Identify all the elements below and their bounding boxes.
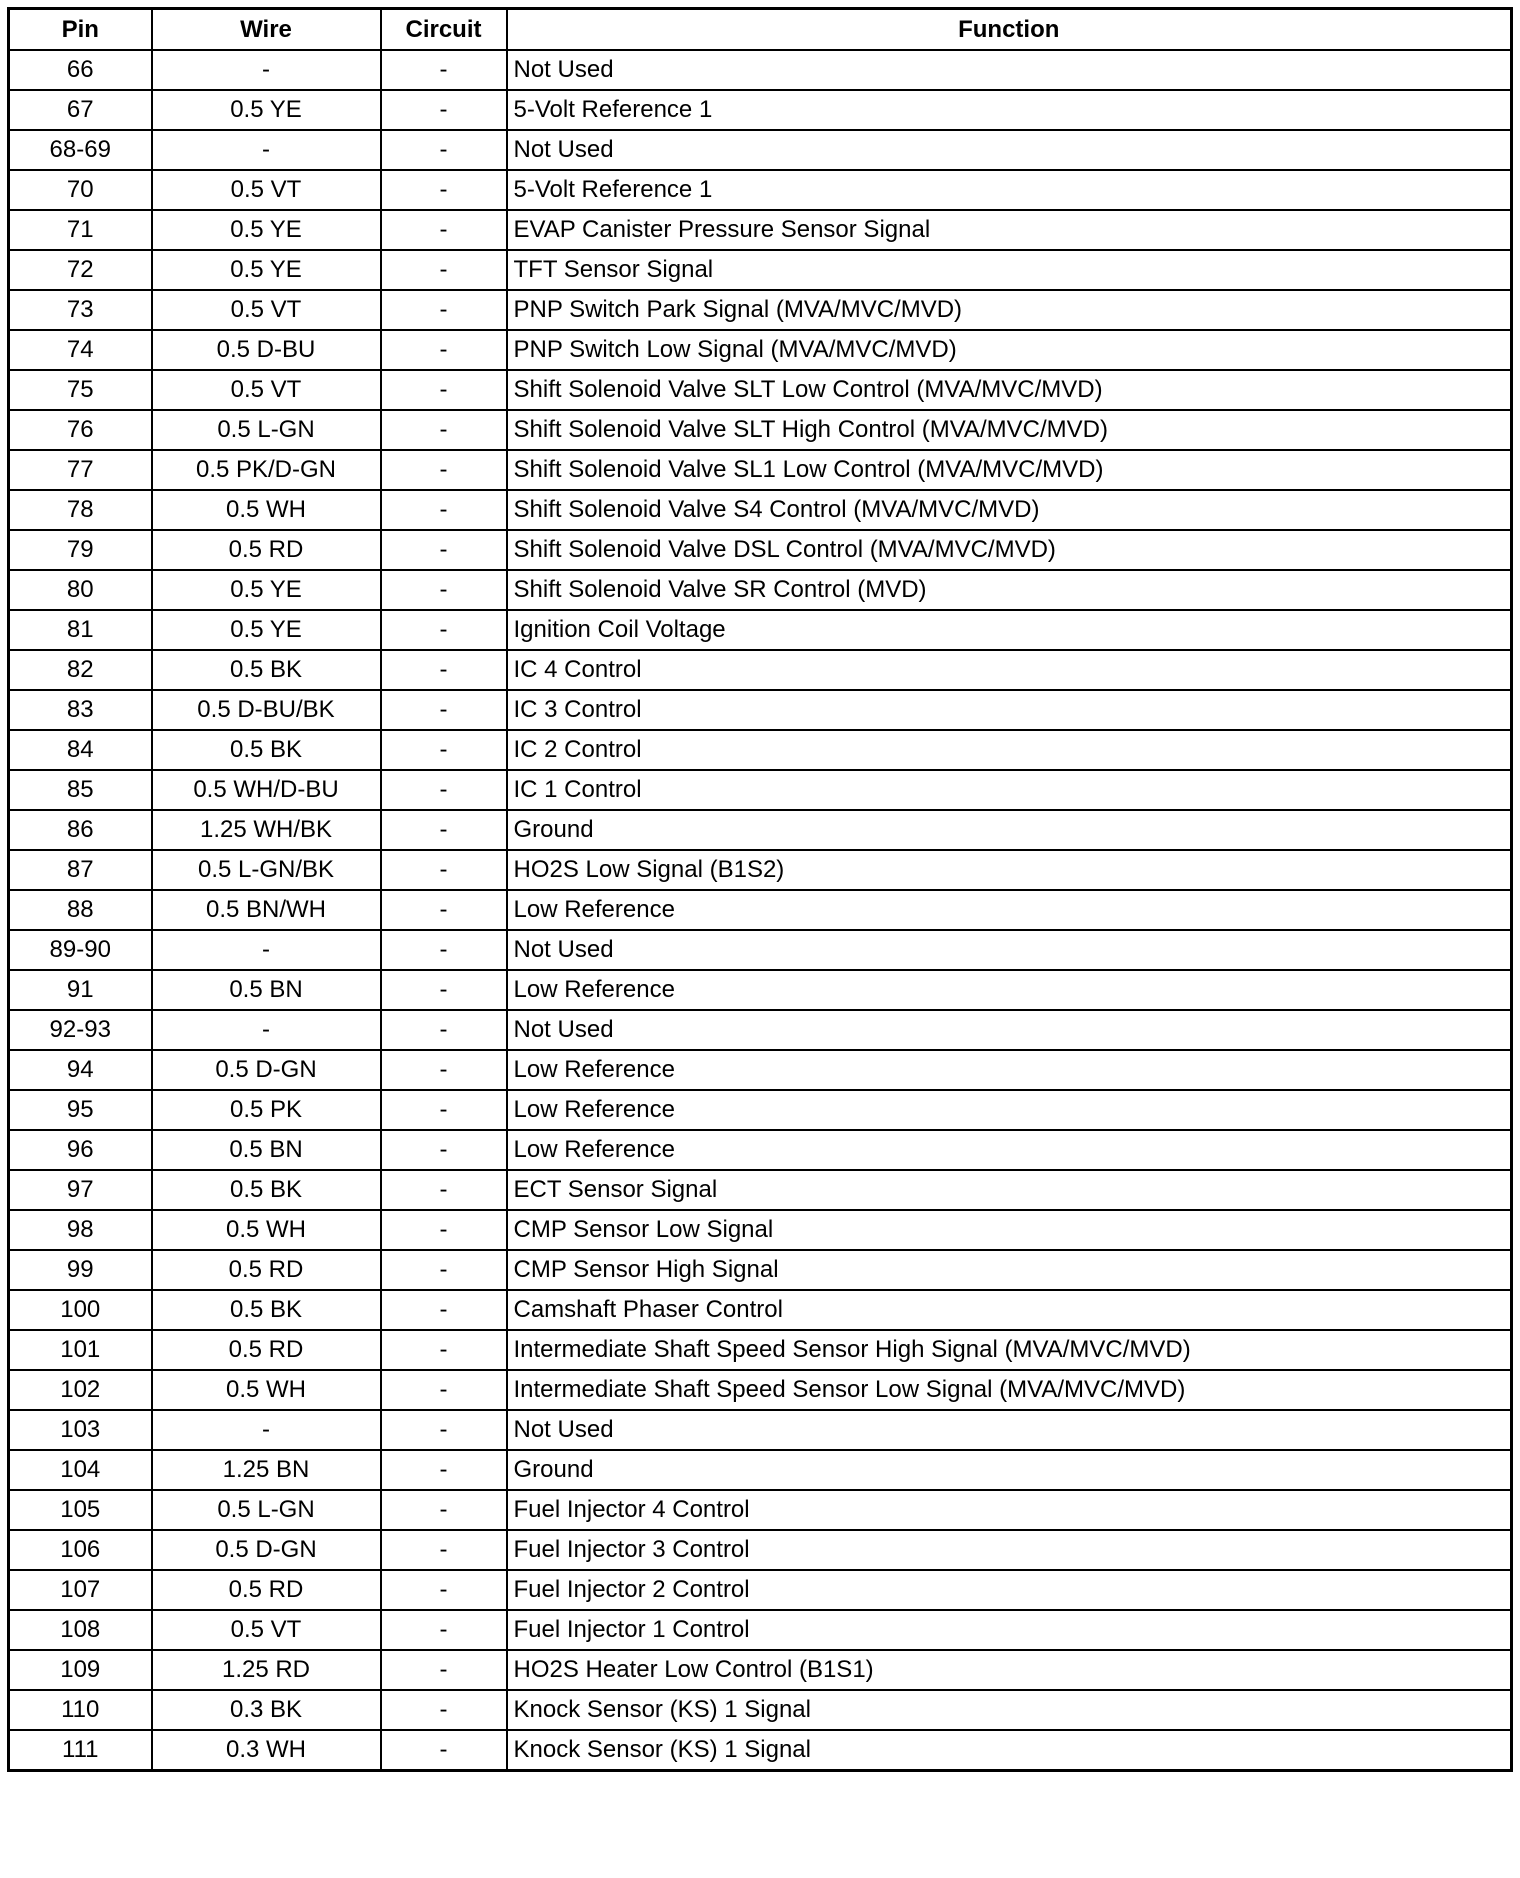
circuit-cell: - [381, 930, 507, 970]
function-cell: Fuel Injector 3 Control [507, 1530, 1512, 1570]
circuit-cell: - [381, 210, 507, 250]
pin-cell: 86 [9, 810, 152, 850]
table-row [9, 1170, 1512, 1210]
table-row [9, 130, 1512, 170]
table-row [9, 210, 1512, 250]
pin-cell: 87 [9, 850, 152, 890]
header-function: Function [507, 9, 1512, 51]
circuit-cell: - [381, 650, 507, 690]
wire-cell: - [152, 50, 381, 90]
wire-cell: 0.5 YE [152, 570, 381, 610]
function-cell: IC 1 Control [507, 770, 1512, 810]
table-row [9, 1010, 1512, 1050]
circuit-cell: - [381, 370, 507, 410]
circuit-cell: - [381, 490, 507, 530]
table-row [9, 810, 1512, 850]
pin-cell: 72 [9, 250, 152, 290]
wire-cell: 0.5 VT [152, 370, 381, 410]
pin-cell: 109 [9, 1650, 152, 1690]
wire-cell: 0.5 WH [152, 1370, 381, 1410]
wire-cell: 0.5 WH/D-BU [152, 770, 381, 810]
function-cell: Low Reference [507, 1050, 1512, 1090]
wire-cell: 0.5 L-GN [152, 1490, 381, 1530]
pin-cell: 98 [9, 1210, 152, 1250]
function-cell: Shift Solenoid Valve S4 Control (MVA/MVC/MVD) [507, 490, 1512, 530]
circuit-cell: - [381, 610, 507, 650]
wire-cell: 0.5 D-GN [152, 1050, 381, 1090]
circuit-cell: - [381, 1370, 507, 1410]
wire-cell: 0.3 WH [152, 1730, 381, 1771]
circuit-cell: - [381, 1450, 507, 1490]
pin-cell: 89-90 [9, 930, 152, 970]
pin-cell: 70 [9, 170, 152, 210]
circuit-cell: - [381, 1610, 507, 1650]
function-cell: Ground [507, 1450, 1512, 1490]
pin-cell: 66 [9, 50, 152, 90]
pin-cell: 101 [9, 1330, 152, 1370]
function-cell: Low Reference [507, 1090, 1512, 1130]
table-row [9, 490, 1512, 530]
header-pin: Pin [9, 9, 152, 51]
table-row [9, 1330, 1512, 1370]
circuit-cell: - [381, 1210, 507, 1250]
wire-cell: 0.5 WH [152, 490, 381, 530]
circuit-cell: - [381, 1010, 507, 1050]
table-row [9, 1370, 1512, 1410]
wire-cell: - [152, 1410, 381, 1450]
pin-cell: 95 [9, 1090, 152, 1130]
table-row [9, 570, 1512, 610]
circuit-cell: - [381, 330, 507, 370]
function-cell: PNP Switch Park Signal (MVA/MVC/MVD) [507, 290, 1512, 330]
wire-cell: 0.5 YE [152, 90, 381, 130]
circuit-cell: - [381, 1570, 507, 1610]
circuit-cell: - [381, 130, 507, 170]
function-cell: Fuel Injector 2 Control [507, 1570, 1512, 1610]
header-row [9, 9, 1512, 51]
wire-cell: 0.5 L-GN [152, 410, 381, 450]
pin-cell: 110 [9, 1690, 152, 1730]
table-row [9, 770, 1512, 810]
wire-cell: 0.5 RD [152, 1570, 381, 1610]
pin-cell: 92-93 [9, 1010, 152, 1050]
table-row [9, 1450, 1512, 1490]
wire-cell: 1.25 WH/BK [152, 810, 381, 850]
table-row [9, 1210, 1512, 1250]
pin-cell: 82 [9, 650, 152, 690]
wire-cell: - [152, 930, 381, 970]
function-cell: CMP Sensor Low Signal [507, 1210, 1512, 1250]
function-cell: 5-Volt Reference 1 [507, 170, 1512, 210]
function-cell: Shift Solenoid Valve SL1 Low Control (MVA/MVC/MVD) [507, 450, 1512, 490]
pin-cell: 91 [9, 970, 152, 1010]
table-row [9, 890, 1512, 930]
function-cell: HO2S Heater Low Control (B1S1) [507, 1650, 1512, 1690]
pin-cell: 73 [9, 290, 152, 330]
wire-cell: 0.5 L-GN/BK [152, 850, 381, 890]
circuit-cell: - [381, 690, 507, 730]
table-header [9, 9, 1512, 51]
function-cell: Not Used [507, 130, 1512, 170]
function-cell: CMP Sensor High Signal [507, 1250, 1512, 1290]
circuit-cell: - [381, 890, 507, 930]
circuit-cell: - [381, 770, 507, 810]
function-cell: ECT Sensor Signal [507, 1170, 1512, 1210]
function-cell: EVAP Canister Pressure Sensor Signal [507, 210, 1512, 250]
circuit-cell: - [381, 850, 507, 890]
function-cell: Low Reference [507, 890, 1512, 930]
circuit-cell: - [381, 530, 507, 570]
function-cell: Not Used [507, 930, 1512, 970]
pin-cell: 99 [9, 1250, 152, 1290]
table-row [9, 1290, 1512, 1330]
circuit-cell: - [381, 1730, 507, 1771]
pin-cell: 80 [9, 570, 152, 610]
circuit-cell: - [381, 1130, 507, 1170]
table-row [9, 330, 1512, 370]
wire-cell: 0.5 BK [152, 1170, 381, 1210]
circuit-cell: - [381, 970, 507, 1010]
pin-cell: 108 [9, 1610, 152, 1650]
circuit-cell: - [381, 1250, 507, 1290]
wire-cell: 0.5 BN [152, 1130, 381, 1170]
pin-cell: 97 [9, 1170, 152, 1210]
pin-cell: 81 [9, 610, 152, 650]
function-cell: Shift Solenoid Valve SLT High Control (MVA/MVC/MVD) [507, 410, 1512, 450]
circuit-cell: - [381, 50, 507, 90]
table-row [9, 290, 1512, 330]
function-cell: PNP Switch Low Signal (MVA/MVC/MVD) [507, 330, 1512, 370]
function-cell: Fuel Injector 1 Control [507, 1610, 1512, 1650]
function-cell: 5-Volt Reference 1 [507, 90, 1512, 130]
circuit-cell: - [381, 730, 507, 770]
wire-cell: 1.25 BN [152, 1450, 381, 1490]
circuit-cell: - [381, 1170, 507, 1210]
table-row [9, 170, 1512, 210]
circuit-cell: - [381, 450, 507, 490]
table-row [9, 530, 1512, 570]
function-cell: Knock Sensor (KS) 1 Signal [507, 1730, 1512, 1771]
function-cell: Fuel Injector 4 Control [507, 1490, 1512, 1530]
wire-cell: 0.5 VT [152, 290, 381, 330]
pin-cell: 104 [9, 1450, 152, 1490]
function-cell: Ground [507, 810, 1512, 850]
pin-cell: 102 [9, 1370, 152, 1410]
pin-cell: 84 [9, 730, 152, 770]
header-wire: Wire [152, 9, 381, 51]
pin-cell: 100 [9, 1290, 152, 1330]
table-row [9, 1410, 1512, 1450]
pin-cell: 111 [9, 1730, 152, 1771]
circuit-cell: - [381, 250, 507, 290]
table-row [9, 250, 1512, 290]
table-row [9, 1570, 1512, 1610]
function-cell: IC 2 Control [507, 730, 1512, 770]
table-row [9, 850, 1512, 890]
function-cell: Low Reference [507, 1130, 1512, 1170]
pin-cell: 77 [9, 450, 152, 490]
wire-cell: 0.5 BK [152, 1290, 381, 1330]
circuit-cell: - [381, 1050, 507, 1090]
circuit-cell: - [381, 1330, 507, 1370]
wire-cell: 0.5 VT [152, 1610, 381, 1650]
pin-cell: 76 [9, 410, 152, 450]
table-row [9, 1490, 1512, 1530]
wire-cell: 0.5 BN [152, 970, 381, 1010]
table-row [9, 1650, 1512, 1690]
wire-cell: 0.5 YE [152, 610, 381, 650]
function-cell: HO2S Low Signal (B1S2) [507, 850, 1512, 890]
function-cell: Shift Solenoid Valve DSL Control (MVA/MVC/MVD) [507, 530, 1512, 570]
table-row [9, 1730, 1512, 1771]
table-row [9, 1050, 1512, 1090]
table-row [9, 370, 1512, 410]
table-row [9, 690, 1512, 730]
table-row [9, 610, 1512, 650]
table-row [9, 1610, 1512, 1650]
wire-cell: 0.5 D-BU [152, 330, 381, 370]
circuit-cell: - [381, 290, 507, 330]
circuit-cell: - [381, 1490, 507, 1530]
pin-cell: 103 [9, 1410, 152, 1450]
pin-cell: 67 [9, 90, 152, 130]
function-cell: TFT Sensor Signal [507, 250, 1512, 290]
circuit-cell: - [381, 1530, 507, 1570]
wire-cell: 0.3 BK [152, 1690, 381, 1730]
pin-cell: 88 [9, 890, 152, 930]
table-row [9, 1090, 1512, 1130]
function-cell: Knock Sensor (KS) 1 Signal [507, 1690, 1512, 1730]
wire-cell: 0.5 YE [152, 210, 381, 250]
wire-cell: 0.5 RD [152, 530, 381, 570]
circuit-cell: - [381, 1690, 507, 1730]
function-cell: Not Used [507, 50, 1512, 90]
function-cell: Ignition Coil Voltage [507, 610, 1512, 650]
pinout-table [7, 7, 1513, 1772]
table-row [9, 90, 1512, 130]
wire-cell: 0.5 BK [152, 730, 381, 770]
function-cell: Camshaft Phaser Control [507, 1290, 1512, 1330]
function-cell: Not Used [507, 1410, 1512, 1450]
pin-cell: 78 [9, 490, 152, 530]
function-cell: Not Used [507, 1010, 1512, 1050]
table-row [9, 970, 1512, 1010]
wire-cell: 0.5 BN/WH [152, 890, 381, 930]
wire-cell: 0.5 VT [152, 170, 381, 210]
function-cell: Intermediate Shaft Speed Sensor Low Signal (MVA/MVC/MVD) [507, 1370, 1512, 1410]
function-cell: IC 4 Control [507, 650, 1512, 690]
pin-cell: 79 [9, 530, 152, 570]
circuit-cell: - [381, 90, 507, 130]
wire-cell: 0.5 RD [152, 1250, 381, 1290]
wire-cell: - [152, 1010, 381, 1050]
pin-cell: 68-69 [9, 130, 152, 170]
circuit-cell: - [381, 570, 507, 610]
wire-cell: 0.5 D-BU/BK [152, 690, 381, 730]
table-row [9, 1530, 1512, 1570]
table-row [9, 1690, 1512, 1730]
table-row [9, 50, 1512, 90]
function-cell: Low Reference [507, 970, 1512, 1010]
function-cell: Intermediate Shaft Speed Sensor High Signal (MVA/MVC/MVD) [507, 1330, 1512, 1370]
wire-cell: 0.5 PK/D-GN [152, 450, 381, 490]
wire-cell: 0.5 BK [152, 650, 381, 690]
table-row [9, 730, 1512, 770]
pin-cell: 71 [9, 210, 152, 250]
wire-cell: 0.5 D-GN [152, 1530, 381, 1570]
pin-cell: 105 [9, 1490, 152, 1530]
table-row [9, 1130, 1512, 1170]
pin-cell: 85 [9, 770, 152, 810]
pin-cell: 106 [9, 1530, 152, 1570]
wire-cell: 1.25 RD [152, 1650, 381, 1690]
function-cell: IC 3 Control [507, 690, 1512, 730]
circuit-cell: - [381, 1290, 507, 1330]
pin-cell: 74 [9, 330, 152, 370]
table-row [9, 650, 1512, 690]
circuit-cell: - [381, 1650, 507, 1690]
table-row [9, 410, 1512, 450]
table-row [9, 450, 1512, 490]
table-row [9, 930, 1512, 970]
pin-cell: 94 [9, 1050, 152, 1090]
table-body [9, 50, 1512, 1771]
circuit-cell: - [381, 1410, 507, 1450]
wire-cell: 0.5 RD [152, 1330, 381, 1370]
circuit-cell: - [381, 1090, 507, 1130]
pin-cell: 83 [9, 690, 152, 730]
wire-cell: 0.5 YE [152, 250, 381, 290]
function-cell: Shift Solenoid Valve SR Control (MVD) [507, 570, 1512, 610]
pin-cell: 75 [9, 370, 152, 410]
wire-cell: 0.5 WH [152, 1210, 381, 1250]
circuit-cell: - [381, 810, 507, 850]
circuit-cell: - [381, 410, 507, 450]
pin-cell: 107 [9, 1570, 152, 1610]
header-circuit: Circuit [381, 9, 507, 51]
pin-cell: 96 [9, 1130, 152, 1170]
function-cell: Shift Solenoid Valve SLT Low Control (MVA/MVC/MVD) [507, 370, 1512, 410]
table-row [9, 1250, 1512, 1290]
wire-cell: - [152, 130, 381, 170]
circuit-cell: - [381, 170, 507, 210]
wire-cell: 0.5 PK [152, 1090, 381, 1130]
